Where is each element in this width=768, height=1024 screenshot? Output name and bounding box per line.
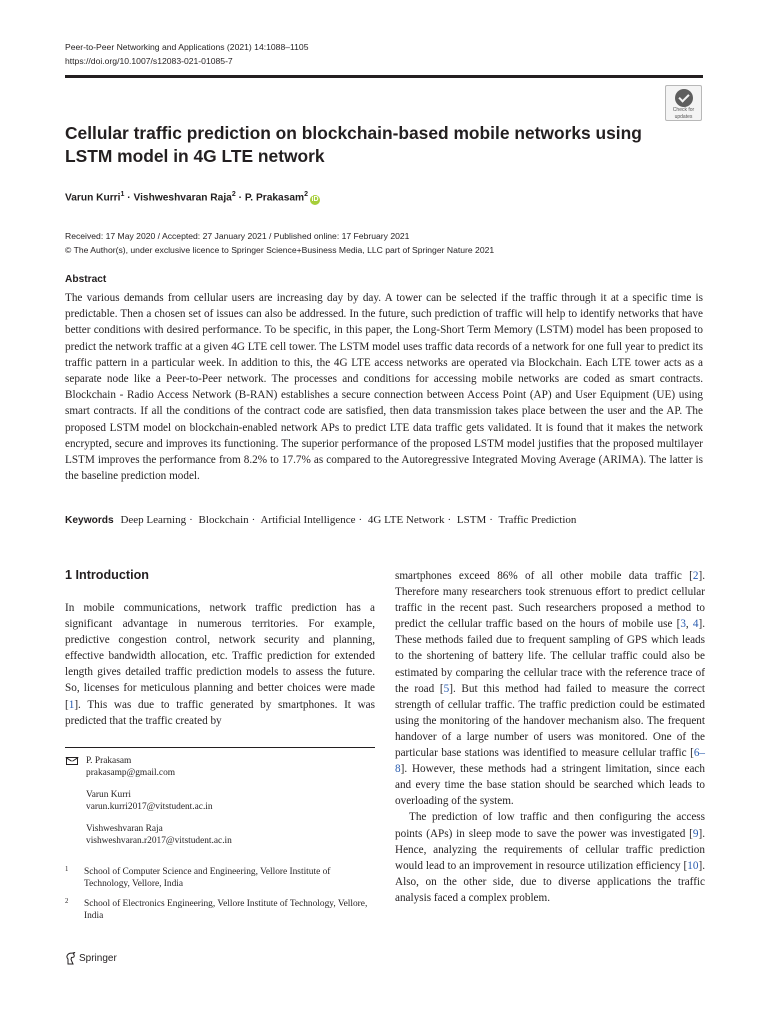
citation-link[interactable]: 5 <box>443 682 450 695</box>
badge-label-1: Check for <box>672 107 695 113</box>
keyword: Blockchain <box>198 514 249 526</box>
publication-dates <box>65 229 494 257</box>
author-separator: · <box>127 192 131 204</box>
footnote-rule <box>65 747 375 748</box>
author-affiliation-mark: 1 <box>120 191 125 198</box>
contact-email[interactable]: prakasamp@gmail.com <box>86 768 176 779</box>
dates-line: Received: 17 May 2020 / Accepted: 27 January 2021 / Published online: 17 February 2021 <box>65 231 410 241</box>
author-contact <box>86 789 213 813</box>
copyright-line: © The Author(s), under exclusive licence to Springer Science+Business Media, LLC part of Springer Nature 2021 <box>65 245 495 255</box>
author-contact <box>86 823 232 847</box>
keyword: Deep Learning <box>120 514 187 526</box>
journal-citation: Peer-to-Peer Networking and Applications (2021) 14:1088–1105 <box>65 42 309 52</box>
check-for-updates-badge[interactable] <box>665 85 702 121</box>
keyword-separator: · <box>447 514 452 526</box>
springer-horse-icon <box>65 952 76 965</box>
intro-paragraph: The prediction of low traffic and then configuring the access points (APs) in sleep mode to save the power was investigated [9]. Hence, analyzing the requirements of cellular traffic prediction would lead to an improvement in resource utilization efficiency [10]. Also, on the other side, due to diverse applications the traffic analysis faced a complex problem. <box>395 811 705 904</box>
citation-link[interactable]: 3 <box>680 618 686 631</box>
abstract-heading: Abstract <box>65 274 107 285</box>
keyword: LSTM <box>456 514 487 526</box>
paper-title: Cellular traffic prediction on blockchain-based mobile networks using LSTM model in 4G LTE network <box>65 123 642 166</box>
affiliation-number: 2 <box>65 898 69 905</box>
intro-paragraph: In mobile communications, network traffic prediction has a significant advantage in numerous territories. For example, predictive congestion control, network security and planning, effective bandwidth allocation, etc. Traffic prediction for extended length gives detailed traffic prediction models to assess the future. So, licenses for meticulous planning and better choices were made [1]. This was due to traffic generated by smartphones. It was predicted that the traffic created by <box>65 602 375 727</box>
contact-name: P. Prakasam <box>86 756 132 766</box>
doi-link[interactable]: https://doi.org/10.1007/s12083-021-01085-7 <box>65 56 233 66</box>
publisher-name: Springer <box>79 953 117 964</box>
keyword: Traffic Prediction <box>498 514 577 526</box>
citation-link[interactable]: 4 <box>692 618 699 631</box>
email-icon <box>66 757 78 765</box>
author-list <box>65 191 320 205</box>
citation-link[interactable]: 9 <box>692 827 699 840</box>
author-affiliation-mark: 2 <box>304 191 309 198</box>
keywords-label: Keywords <box>65 515 114 526</box>
header-rule <box>65 75 703 78</box>
corresponding-author <box>86 755 175 779</box>
citation-link[interactable]: 1 <box>68 698 75 711</box>
affiliation: School of Computer Science and Engineering, Vellore Institute of Technology, Vellore, India <box>84 867 331 890</box>
author-name[interactable]: Varun Kurri <box>65 192 121 204</box>
citation-link[interactable]: 2 <box>692 570 699 582</box>
keyword-separator: · <box>358 514 363 526</box>
check-for-updates-icon <box>675 89 693 107</box>
publisher-logo <box>65 952 117 965</box>
contact-name: Varun Kurri <box>86 790 132 800</box>
author-name[interactable]: Vishweshvaran Raja <box>133 192 232 204</box>
author-affiliation-mark: 2 <box>231 191 236 198</box>
intro-left-column <box>65 600 375 729</box>
affiliation-number: 1 <box>65 866 69 873</box>
contact-email[interactable]: vishweshvaran.r2017@vitstudent.ac.in <box>86 836 232 847</box>
abstract-text: The various demands from cellular users are increasing day by day. A tower can be selected if the traffic through it at a specific time is predictable. Then a chosen set of issues can also be addressed. In the future, such prediction of traffic will help to identify networks that have better conditions with desired performance. To be specific, in this paper, the Long-Short Term Memory (LSTM) model has been proposed to predict the network traffic at a given 4G LTE cell tower. The LSTM model uses traffic data records of a network for one full year to predict its traffic pattern in a particular week. In addition to this, the 4G LTE access networks are operated via Blockchain. Each LTE tower acts as a separate node like a Peer-to-Peer network. The processes and conditions for accessing mobile networks are coded as smart contracts. Blockchain - Radio Access Network (B-RAN) establishes a secure connection between Access Point (AP) and User Equipment (UE) using smart contracts. If all the conditions of the contract code are satisfied, then data transmission takes place between the user and the AP. The proposed LSTM model on blockchain-enabled network APs to predict LTE data traffic gets validated. It is found that it makes the network encrypted, secure and improves its functioning. The superior performance of the proposed LSTM model justifies that the proposed multilayer LSTM improves the performance from 8.2% to 17.7% as compared to the Autoregressive Integrated Moving Average (ARIMA). The latter is the baseline prediction model. <box>65 292 703 483</box>
contact-email[interactable]: varun.kurri2017@vitstudent.ac.in <box>86 802 213 813</box>
intro-paragraph: smartphones exceed 86% of all other mobile data traffic [2]. Therefore many researchers took strenuous effort to predict cellular traffic in the recent past. Such researchers proposed a method to predict the cellular traffic based on the hours of mobile use [3, 4]. These methods failed due to frequent sampling of GPS which leads to the shortening of battery life. The cellular traffic could also be estimated by comparing the cellular trace with the reference trace of the road [5]. But this method had failed to measure the correct strength of cellular traffic. The traffic prediction could be estimated using the monitoring of the handover mechanism also. The frequent handover of a large number of users was monitored. One of the particular base stations was identified to measure cellular traffic [6–8]. However, these methods had a stringent limitation, since each and every time the base station should be searched which leads to overloading of the system. <box>395 570 705 808</box>
badge-label-2: updates <box>674 113 693 120</box>
orcid-icon[interactable]: iD <box>311 196 319 204</box>
intro-right-column <box>395 568 705 906</box>
keyword: Artificial Intelligence <box>260 514 356 526</box>
citation-link[interactable]: 10 <box>687 859 699 872</box>
keyword-separator: · <box>489 514 493 526</box>
keyword-separator: · <box>189 514 193 526</box>
keyword: 4G LTE Network <box>367 514 445 526</box>
keyword-separator: · <box>251 514 256 526</box>
keywords <box>65 514 576 526</box>
citation-link[interactable]: 6–8 <box>395 747 705 776</box>
section-heading: 1 Introduction <box>65 568 149 582</box>
author-separator: · <box>238 192 242 204</box>
affiliation: School of Electronics Engineering, Vellore Institute of Technology, Vellore, India <box>84 899 368 922</box>
author-name[interactable]: P. Prakasam <box>244 192 305 204</box>
contact-name: Vishweshvaran Raja <box>86 824 163 834</box>
